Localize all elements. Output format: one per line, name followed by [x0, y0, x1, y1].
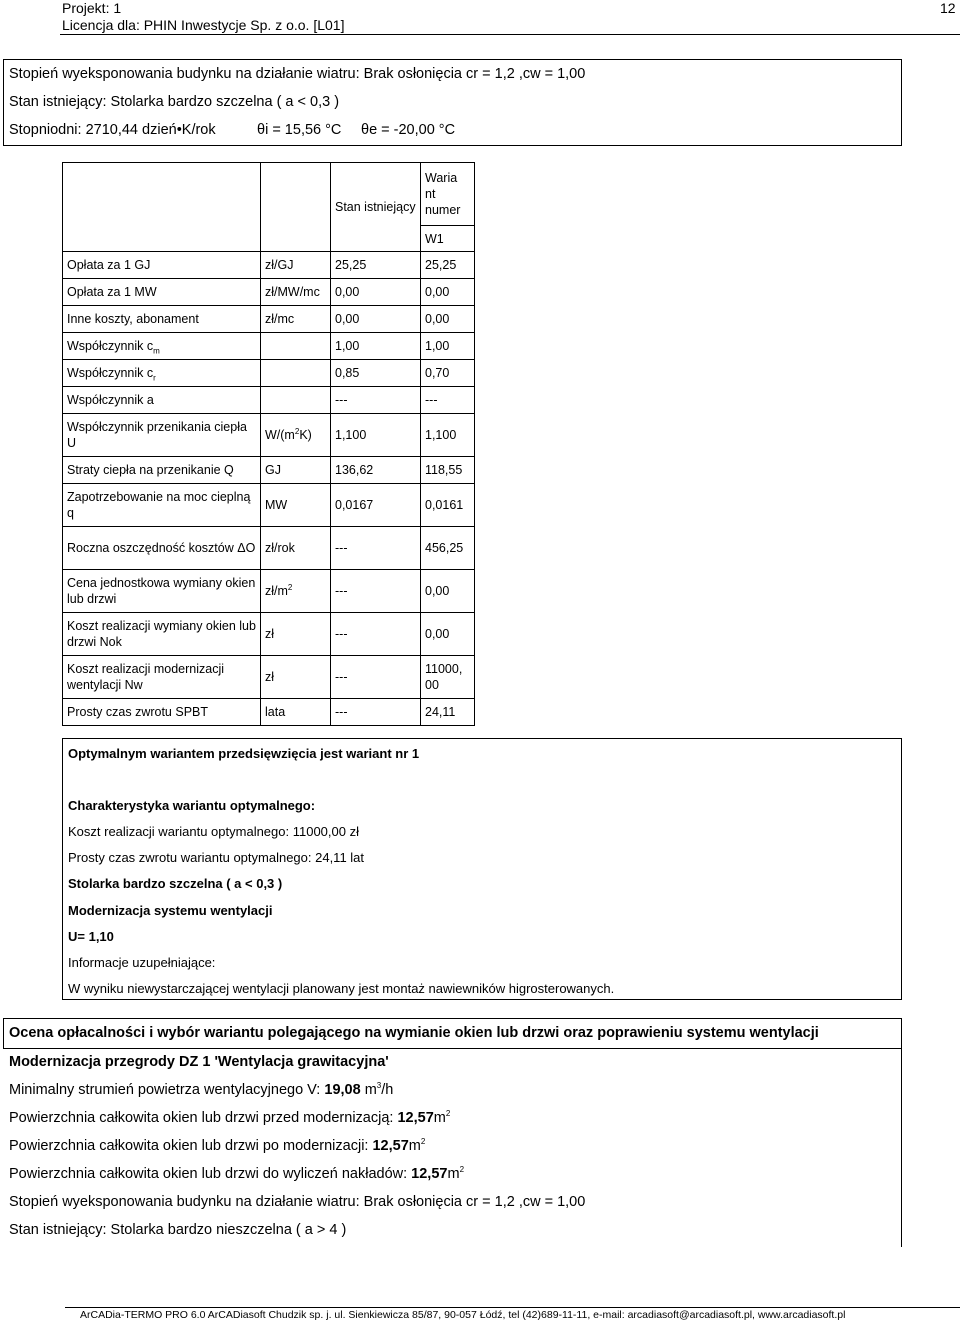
- optimal-cost-text: Koszt realizacji wariantu optymalnego: 11000,00 zł: [68, 824, 359, 839]
- row-variant: 1,100: [421, 414, 475, 457]
- license-label: Licencja dla: PHIN Inwestycje Sp. z o.o. [L01]: [62, 17, 345, 33]
- table-header-row: [63, 163, 475, 226]
- row-label: Straty ciepła na przenikanie Q: [63, 457, 261, 484]
- row-label: Cena jednostkowa wymiany okien lub drzwi: [63, 570, 261, 613]
- current-state-text: Stan istniejący: Stolarka bardzo szczelna ( a < 0,3 ): [9, 94, 340, 110]
- joinery-text: Stolarka bardzo szczelna ( a < 0,3 ): [68, 876, 283, 891]
- row-label: Współczynnik $c_m$: [63, 333, 261, 360]
- variant-id: W1: [421, 226, 475, 252]
- table-row: [63, 387, 475, 414]
- row-label: Roczna oszczędność kosztów ΔO: [63, 527, 261, 570]
- row-variant: 0,70: [421, 360, 475, 387]
- degree-days-text: Stopniodni: 2710,44 dzień•K/rok: [9, 122, 216, 138]
- row-variant: 0,00: [421, 570, 475, 613]
- parameters-box: [3, 59, 902, 146]
- table-row: [63, 333, 475, 360]
- row-unit: $W/(m^2K)$: [261, 414, 331, 457]
- footer-text: ArCADia-TERMO PRO 6.0 ArCADiasoft Chudzik sp. j. ul. Sienkiewicza 85/87, 90-057 Łódź, tel (42)689-11-11, e-mail: arcadiasoft@arcadiasoft.pl, www.arcadiasoft.pl: [80, 1309, 846, 1321]
- optimal-variant-box: [62, 738, 902, 1000]
- section-title: Ocena opłacalności i wybór wariantu polegającego na wymianie okien lub drzwi oraz poprawieniu systemu wentylacji: [9, 1025, 819, 1041]
- row-current: 1,00: [331, 333, 421, 360]
- row-variant: 456,25: [421, 527, 475, 570]
- row-unit: [261, 333, 331, 360]
- row-current: 0,0167: [331, 484, 421, 527]
- variant-comparison-table: [62, 162, 475, 726]
- row-current: 0,85: [331, 360, 421, 387]
- row-current: ---: [331, 387, 421, 414]
- row-variant: 118,55: [421, 457, 475, 484]
- row-variant: 0,00: [421, 306, 475, 333]
- info-text: W wyniku niewystarczającej wentylacji planowany jest montaż nawiewników higrosterowanych.: [68, 981, 615, 996]
- row-current: 25,25: [331, 252, 421, 279]
- row-label: Koszt realizacji wymiany okien lub drzwi Nok: [63, 613, 261, 656]
- row-variant: 0,00: [421, 279, 475, 306]
- u-value-text: U= 1,10: [68, 929, 114, 944]
- table-row: [63, 699, 475, 726]
- current-state-text-2: Stan istniejący: Stolarka bardzo nieszczelna ( a > 4 ): [9, 1222, 347, 1238]
- row-unit: [261, 387, 331, 414]
- header-divider: [60, 34, 960, 35]
- row-unit: [261, 360, 331, 387]
- section-body: [3, 1047, 902, 1247]
- info-label: Informacje uzupełniające:: [68, 955, 216, 970]
- row-unit: zł/mc: [261, 306, 331, 333]
- row-unit: zł/GJ: [261, 252, 331, 279]
- table-row: [63, 360, 475, 387]
- partition-title: Modernizacja przegrody DZ 1 'Wentylacja grawitacyjna': [9, 1054, 389, 1070]
- row-current: ---: [331, 570, 421, 613]
- table-row: [63, 570, 475, 613]
- area-before-text: Powierzchnia całkowita okien lub drzwi przed modernizacją: $12,57m^2$: [9, 1109, 451, 1126]
- row-unit: zł: [261, 656, 331, 699]
- row-unit: GJ: [261, 457, 331, 484]
- section-title-box: [3, 1018, 902, 1049]
- row-unit: MW: [261, 484, 331, 527]
- col-variant-header: Waria nt numer: [421, 163, 475, 226]
- row-unit: $zł/m^2$: [261, 570, 331, 613]
- row-unit: zł/rok: [261, 527, 331, 570]
- row-label: Współczynnik przenikania ciepła U: [63, 414, 261, 457]
- row-variant: 25,25: [421, 252, 475, 279]
- row-variant: 0,00: [421, 613, 475, 656]
- row-current: ---: [331, 656, 421, 699]
- row-label: Zapotrzebowanie na moc cieplną q: [63, 484, 261, 527]
- footer-divider: [65, 1307, 960, 1308]
- table-row: [63, 484, 475, 527]
- row-current: 136,62: [331, 457, 421, 484]
- wind-exposure-text-2: Stopień wyeksponowania budynku na działanie wiatru: Brak osłonięcia cr = 1,2 ,cw = 1,00: [9, 1194, 586, 1210]
- row-variant: ---: [421, 387, 475, 414]
- airflow-text: Minimalny strumień powietrza wentylacyjnego V: 19,08 $m^3/h$: [9, 1081, 394, 1098]
- row-label: Inne koszty, abonament: [63, 306, 261, 333]
- row-label: Opłata za 1 MW: [63, 279, 261, 306]
- row-current: 0,00: [331, 279, 421, 306]
- row-unit: zł/MW/mc: [261, 279, 331, 306]
- row-variant: 1,00: [421, 333, 475, 360]
- ventilation-text: Modernizacja systemu wentylacji: [68, 903, 273, 918]
- row-unit: lata: [261, 699, 331, 726]
- area-calc-text: Powierzchnia całkowita okien lub drzwi do wyliczeń nakładów: $12,57m^2$: [9, 1165, 465, 1182]
- row-current: ---: [331, 527, 421, 570]
- theta-e-text: θe = -20,00 °C: [361, 122, 456, 138]
- row-label: Opłata za 1 GJ: [63, 252, 261, 279]
- row-label: Koszt realizacji modernizacji wentylacji Nw: [63, 656, 261, 699]
- page-number: 12: [940, 0, 956, 16]
- table-row: [63, 279, 475, 306]
- row-current: 1,100: [331, 414, 421, 457]
- row-current: 0,00: [331, 306, 421, 333]
- project-label: Projekt: 1: [62, 0, 122, 16]
- table-row: [63, 414, 475, 457]
- table-row: [63, 457, 475, 484]
- table-row: [63, 656, 475, 699]
- row-label: Współczynnik $c_r$: [63, 360, 261, 387]
- theta-i-text: θi = 15,56 °C: [257, 122, 342, 138]
- col-current-header: Stan istniejący: [331, 163, 421, 252]
- row-label: Prosty czas zwrotu SPBT: [63, 699, 261, 726]
- row-current: ---: [331, 699, 421, 726]
- area-after-text: Powierzchnia całkowita okien lub drzwi po modernizacji: $12,57m^2$: [9, 1137, 426, 1154]
- row-variant: 0,0161: [421, 484, 475, 527]
- characteristics-title: Charakterystyka wariantu optymalnego:: [68, 798, 316, 813]
- table-row: [63, 527, 475, 570]
- row-current: ---: [331, 613, 421, 656]
- row-unit: zł: [261, 613, 331, 656]
- table-row: [63, 252, 475, 279]
- row-variant: 24,11: [421, 699, 475, 726]
- row-label: Współczynnik a: [63, 387, 261, 414]
- optimal-variant-text: Optymalnym wariantem przedsięwzięcia jest wariant nr 1: [68, 746, 420, 761]
- optimal-payback-text: Prosty czas zwrotu wariantu optymalnego: 24,11 lat: [68, 850, 365, 865]
- table-row: [63, 613, 475, 656]
- wind-exposure-text: Stopień wyeksponowania budynku na działanie wiatru: Brak osłonięcia cr = 1,2 ,cw = 1,00: [9, 66, 586, 82]
- table-row: [63, 306, 475, 333]
- row-variant: 11000, 00: [421, 656, 475, 699]
